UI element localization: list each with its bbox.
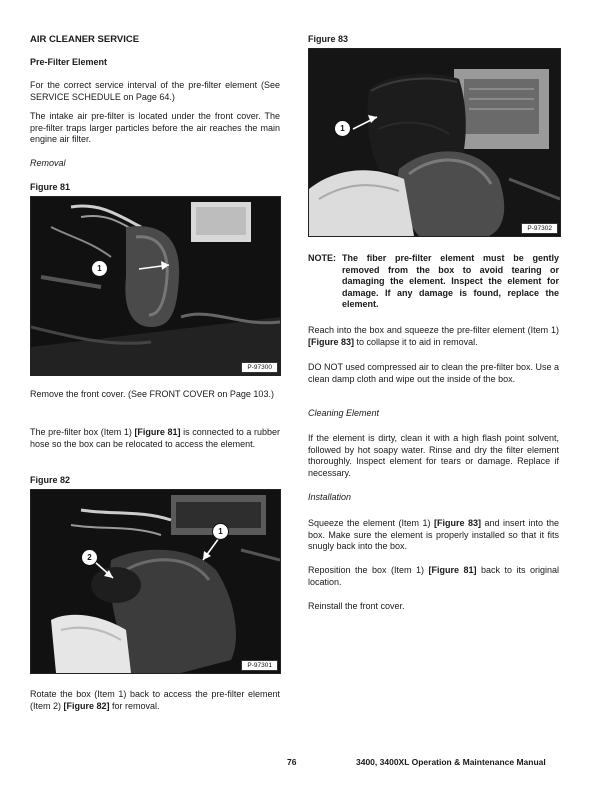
figure-82-illustration [31, 490, 280, 673]
paragraph-insert-element: Squeeze the element (Item 1) [Figure 83] and insert into the box. Make sure the element is properly installed so that it fits snugly back into the box. [308, 518, 559, 552]
figure-81-label: Figure 81 [30, 182, 71, 192]
paragraph-prefilter-location: The intake air pre-filter is located under the front cover. The pre-filter traps larger particles before the air reaches the main engine air filter. [30, 111, 280, 145]
cleaning-heading: Cleaning Element [308, 408, 380, 418]
paragraph-prefilter-box: The pre-filter box (Item 1) [Figure 81] is connected to a rubber hose so the box can be relocated to access the element. [30, 427, 280, 449]
figure-82-label: Figure 82 [30, 475, 71, 485]
figure-81-reference: [Figure 81] [134, 427, 181, 437]
figure-81-reference-2: [Figure 81] [428, 565, 477, 575]
paragraph-remove-front-cover: Remove the front cover. (See FRONT COVER on Page 103.) [30, 389, 274, 399]
paragraph-no-compressed-air: DO NOT used compressed air to clean the pre-filter box. Use a clean damp cloth and wipe out the inside of the box. [308, 362, 559, 384]
paragraph-reposition-box: Reposition the box (Item 1) [Figure 81] back to its original location. [308, 565, 559, 587]
figure-81-illustration [31, 197, 280, 375]
subsection-title: Pre-Filter Element [30, 57, 108, 67]
figure-82-callout-2: 2 [81, 549, 98, 566]
installation-heading: Installation [308, 492, 352, 502]
figure-83-reference: [Figure 83] [308, 336, 355, 347]
figure-81-code: P-97300 [241, 362, 278, 373]
figure-82-code: P-97301 [241, 660, 278, 671]
figure-83-reference-2: [Figure 83] [434, 518, 481, 528]
figure-82-reference: [Figure 82] [63, 700, 110, 711]
paragraph-rotate-box: Rotate the box (Item 1) back to access the pre-filter element (Item 2) [Figure 82] for removal. [30, 689, 280, 711]
paragraph-squeeze-element: Reach into the box and squeeze the pre-filter element (Item 1) [Figure 83] to collapse it to aid in removal. [308, 325, 559, 347]
note-text: The fiber pre-filter element must be gently removed from the box to avoid tearing or damaging the element. Inspect the element for damage. If any damage is found, replace the element. [342, 253, 559, 310]
figure-83-code: P-97302 [521, 223, 558, 234]
note-label: NOTE: [308, 253, 336, 263]
figure-82-callout-1: 1 [212, 523, 229, 540]
figure-83-callout-1: 1 [334, 120, 351, 137]
figure-83-photo [308, 48, 561, 237]
figure-83-illustration [309, 49, 560, 236]
page-number: 76 [287, 757, 297, 767]
figure-81-callout-1: 1 [91, 260, 108, 277]
figure-83-label: Figure 83 [308, 34, 349, 44]
paragraph-cleaning: If the element is dirty, clean it with a high flash point solvent, followed by hot soapy water. Rinse and dry the filter element thoroughly. Inspect element for tears or damage. Replace if necessary. [308, 433, 559, 478]
paragraph-service-interval: For the correct service interval of the pre-filter element (See SERVICE SCHEDULE on Page 64.) [30, 80, 280, 102]
figure-82-photo [30, 489, 281, 674]
section-title: AIR CLEANER SERVICE [30, 34, 140, 45]
paragraph-reinstall-cover: Reinstall the front cover. [308, 601, 405, 611]
removal-heading: Removal [30, 158, 66, 168]
figure-81-photo [30, 196, 281, 376]
manual-title: 3400, 3400XL Operation & Maintenance Manual [356, 757, 546, 767]
